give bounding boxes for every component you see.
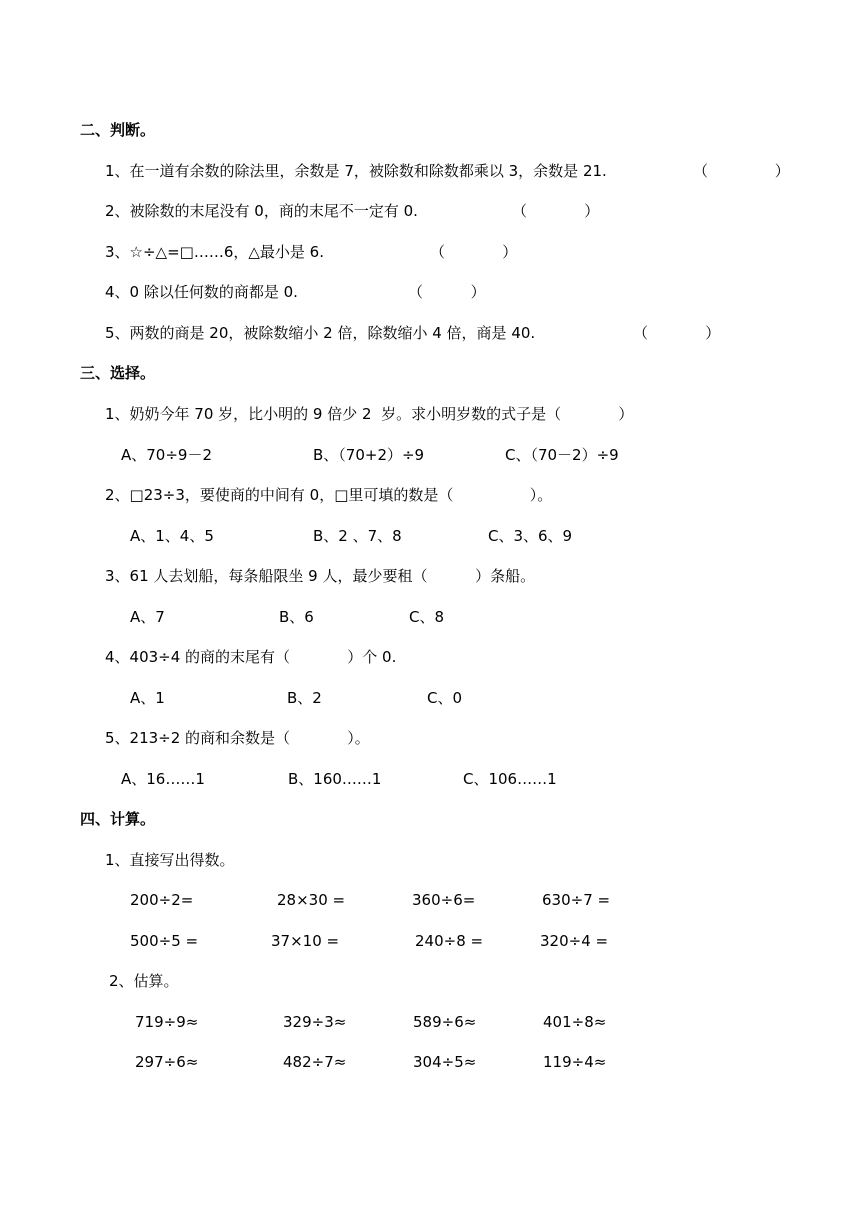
choice-1-option-a[interactable]: A、70÷9－2 <box>121 446 213 464</box>
choice-4-option-b[interactable]: B、2 <box>287 689 322 707</box>
estimate-problem: 482÷7≈ <box>283 1053 347 1071</box>
section-title-judge: 二、判断。 <box>80 121 156 139</box>
estimate-problem: 329÷3≈ <box>283 1013 347 1031</box>
judge-item-5: 5、两数的商是 20，被除数缩小 2 倍，除数缩小 4 倍，商是 40. <box>105 324 536 342</box>
choice-2-option-a[interactable]: A、1、4、5 <box>130 527 214 545</box>
judge-item-3: 3、☆÷△=□……6，△最小是 6. <box>105 243 324 261</box>
choice-4-option-a[interactable]: A、1 <box>130 689 165 707</box>
calc-problem: 240÷8 = <box>415 932 484 950</box>
calc-problem: 37×10 = <box>271 932 340 950</box>
judge-answer-blank-2[interactable]: （ ） <box>512 202 600 220</box>
estimate-problem: 719÷9≈ <box>135 1013 199 1031</box>
choice-2-option-b[interactable]: B、2 、7、8 <box>313 527 402 545</box>
estimate-problem: 119÷4≈ <box>543 1053 607 1071</box>
choice-5-option-a[interactable]: A、16……1 <box>121 770 205 788</box>
calc-problem: 360÷6= <box>412 891 476 909</box>
choice-2-option-c[interactable]: C、3、6、9 <box>488 527 573 545</box>
estimate-problem: 304÷5≈ <box>413 1053 477 1071</box>
choice-question-1: 1、奶奶今年 70 岁，比小明的 9 倍少 2 岁。求小明岁数的式子是（ ） <box>105 405 634 423</box>
judge-answer-blank-3[interactable]: （ ） <box>430 243 518 261</box>
choice-question-2: 2、□23÷3，要使商的中间有 0，□里可填的数是（ ）。 <box>105 486 553 504</box>
choice-3-option-b[interactable]: B、6 <box>279 608 314 626</box>
judge-answer-blank-5[interactable]: （ ） <box>633 324 721 342</box>
section-title-choice: 三、选择。 <box>80 364 156 382</box>
section-title-calc: 四、计算。 <box>80 810 156 828</box>
choice-question-5: 5、213÷2 的商和余数是（ ）。 <box>105 729 370 747</box>
calc-problem: 320÷4 = <box>540 932 609 950</box>
judge-item-1: 1、在一道有余数的除法里，余数是 7，被除数和除数都乘以 3，余数是 21. <box>105 162 607 180</box>
choice-5-option-b[interactable]: B、160……1 <box>288 770 382 788</box>
estimate-problem: 401÷8≈ <box>543 1013 607 1031</box>
calc-subtitle-direct: 1、直接写出得数。 <box>105 851 235 869</box>
estimate-problem: 589÷6≈ <box>413 1013 477 1031</box>
choice-3-option-a[interactable]: A、7 <box>130 608 165 626</box>
choice-1-option-b[interactable]: B、（70+2）÷9 <box>313 446 425 464</box>
choice-question-3: 3、61 人去划船，每条船限坐 9 人，最少要租（ ）条船。 <box>105 567 536 585</box>
choice-5-option-c[interactable]: C、106……1 <box>463 770 557 788</box>
judge-answer-blank-1[interactable]: （ ） <box>693 162 790 180</box>
judge-item-2: 2、被除数的末尾没有 0，商的末尾不一定有 0. <box>105 202 418 220</box>
calc-problem: 28×30 = <box>277 891 346 909</box>
estimate-problem: 297÷6≈ <box>135 1053 199 1071</box>
choice-1-option-c[interactable]: C、（70－2）÷9 <box>505 446 619 464</box>
judge-item-4: 4、0 除以任何数的商都是 0. <box>105 283 298 301</box>
judge-answer-blank-4[interactable]: （ ） <box>408 283 486 301</box>
choice-3-option-c[interactable]: C、8 <box>409 608 445 626</box>
choice-4-option-c[interactable]: C、0 <box>427 689 463 707</box>
calc-problem: 630÷7 = <box>542 891 611 909</box>
calc-subtitle-estimate: 2、估算。 <box>109 972 179 990</box>
choice-question-4: 4、403÷4 的商的末尾有（ ）个 0. <box>105 648 397 666</box>
calc-problem: 200÷2= <box>130 891 194 909</box>
calc-problem: 500÷5 = <box>130 932 199 950</box>
